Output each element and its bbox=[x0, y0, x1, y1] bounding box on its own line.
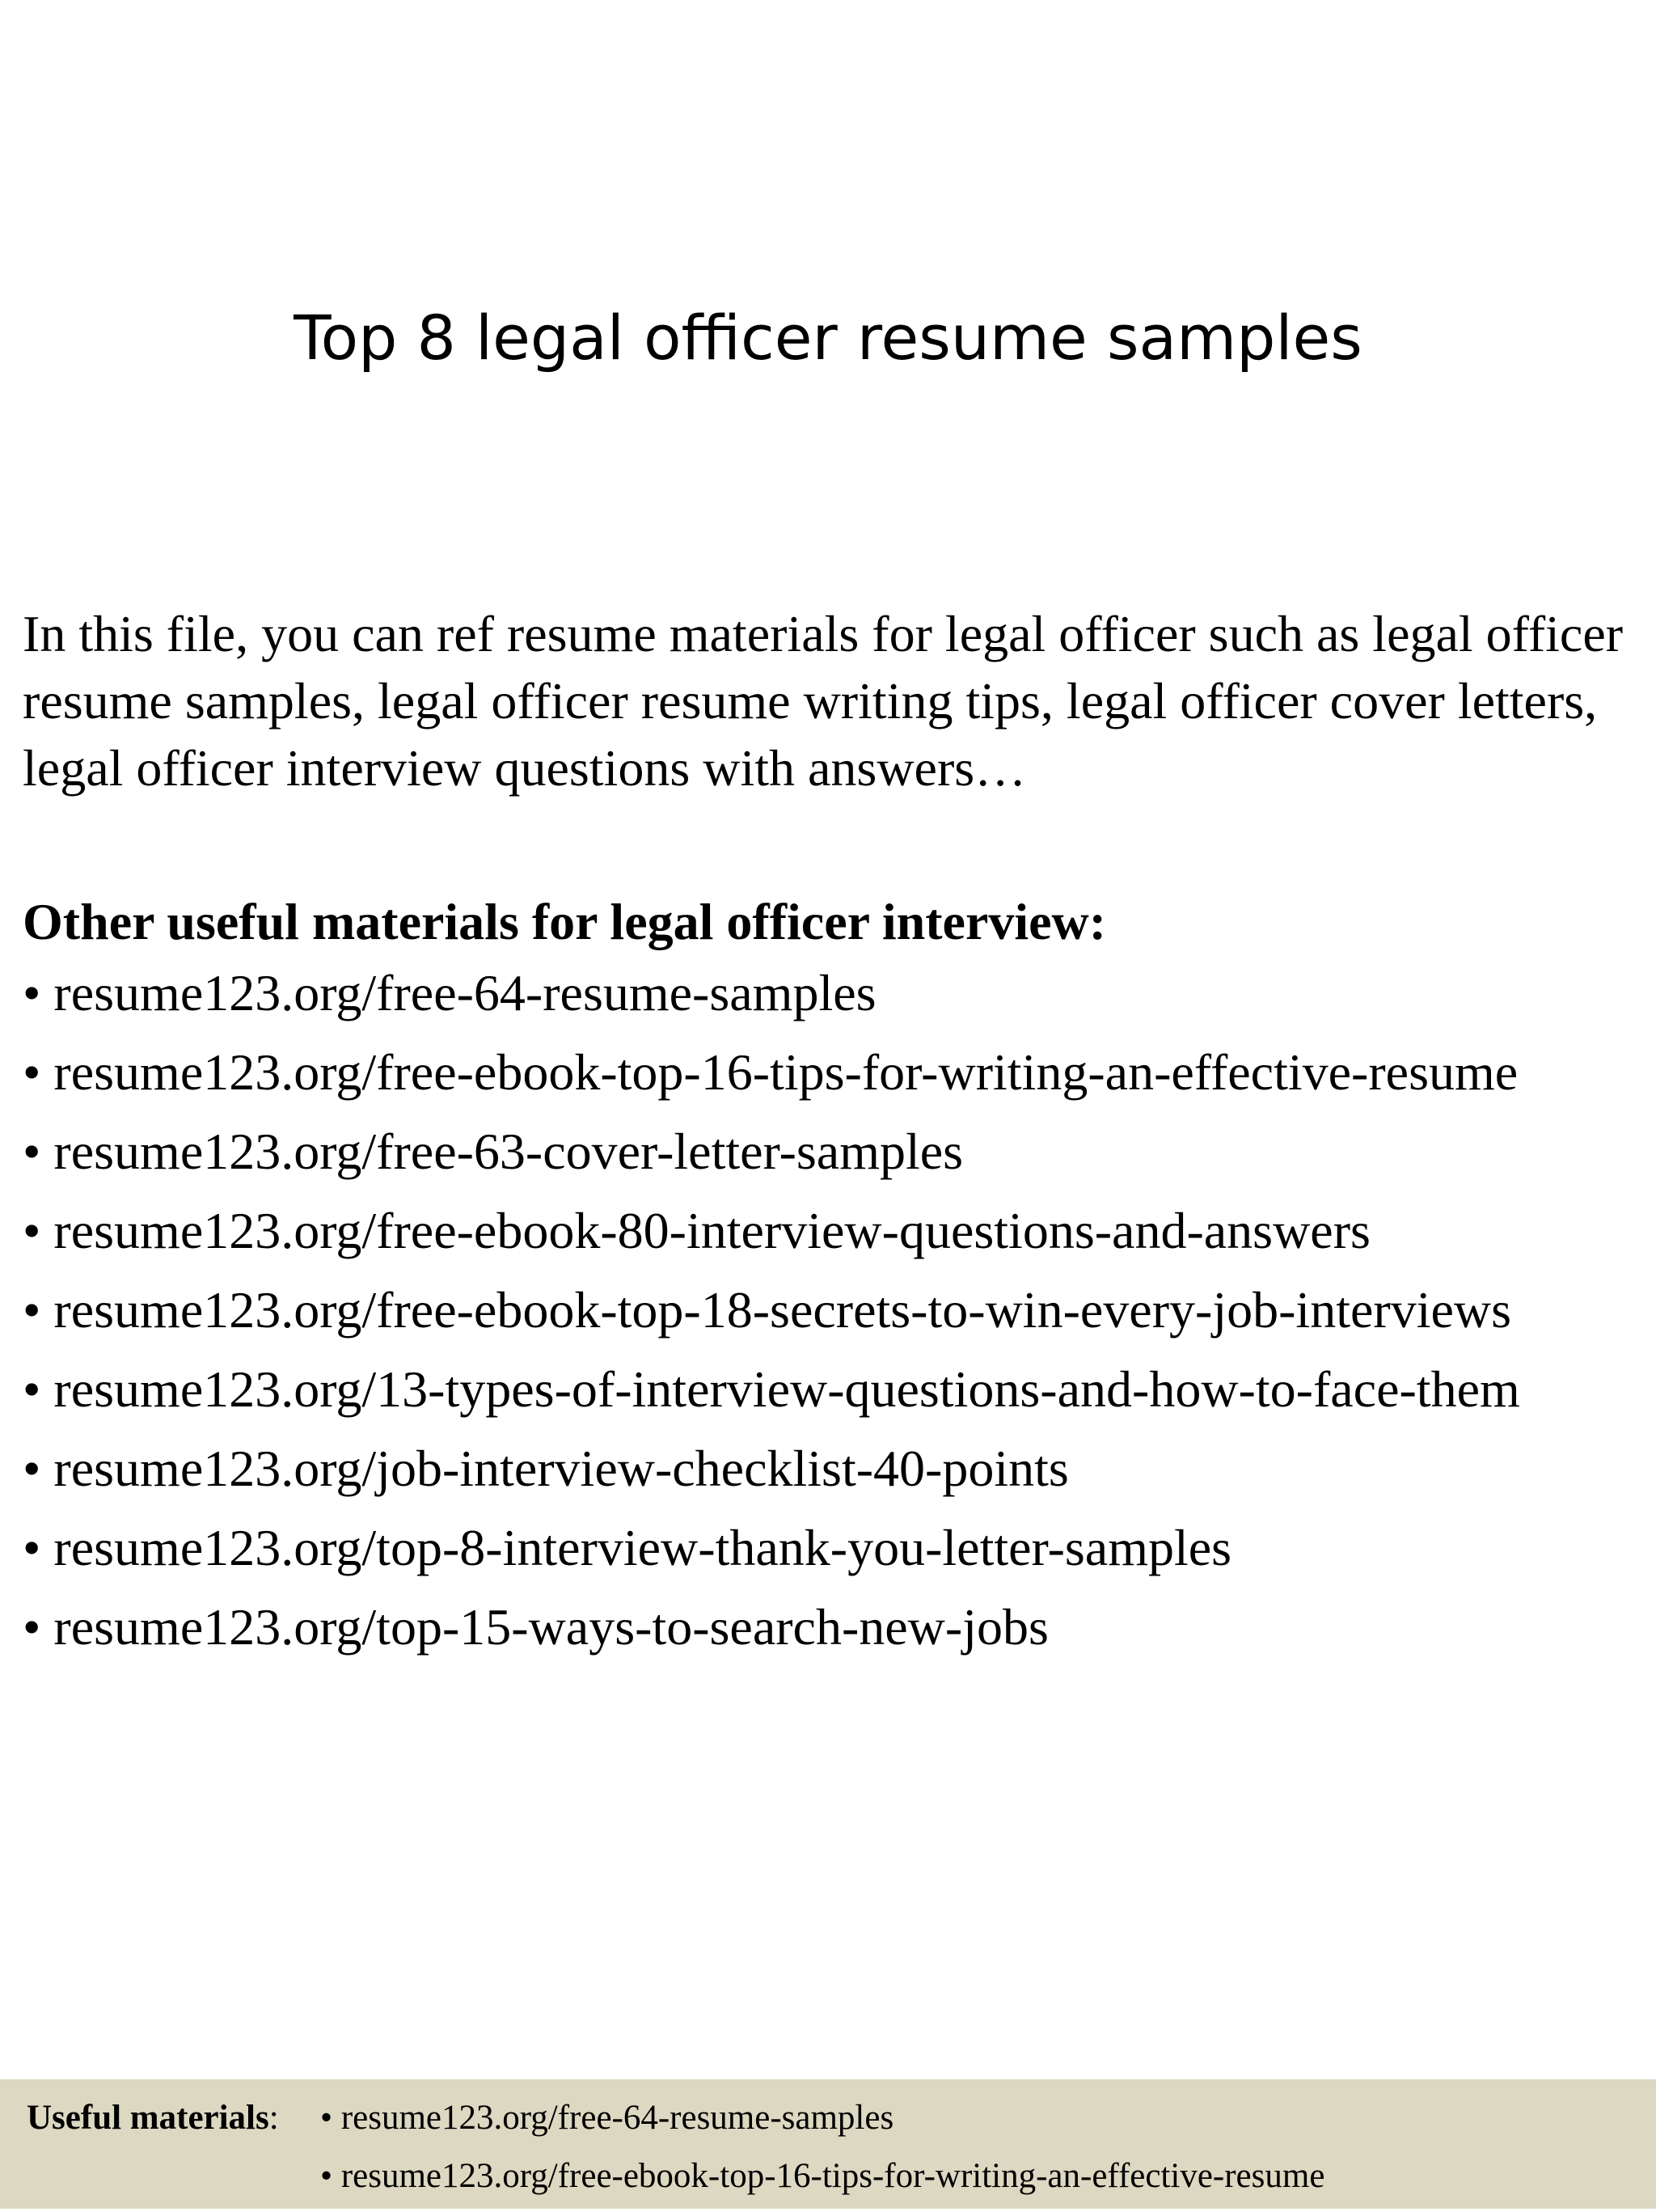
bullet-icon: • bbox=[23, 1598, 54, 1656]
material-item[interactable] bbox=[23, 1437, 1520, 1516]
materials-list bbox=[23, 962, 1520, 1675]
materials-heading: Other useful materials for legal officer interview: bbox=[23, 893, 1107, 950]
material-item[interactable] bbox=[23, 1041, 1520, 1120]
bullet-icon: • bbox=[23, 1360, 54, 1418]
material-item[interactable] bbox=[23, 1516, 1520, 1596]
bullet-icon: • bbox=[320, 2099, 341, 2137]
footer-link[interactable]: resume123.org/free-64-resume-samples bbox=[340, 2099, 894, 2137]
bullet-icon: • bbox=[23, 1202, 54, 1259]
material-item[interactable] bbox=[23, 1596, 1520, 1675]
material-link[interactable]: resume123.org/top-8-interview-thank-you-letter-samples bbox=[53, 1519, 1232, 1576]
bullet-icon: • bbox=[23, 1123, 54, 1180]
footer-link[interactable]: resume123.org/free-ebook-top-16-tips-for-writing-an-effective-resume bbox=[340, 2157, 1325, 2195]
bullet-icon: • bbox=[23, 1281, 54, 1339]
material-link[interactable]: resume123.org/free-ebook-top-16-tips-for-writing-an-effective-resume bbox=[53, 1043, 1519, 1101]
footer-label-text: Useful materials bbox=[27, 2099, 269, 2137]
footer-item[interactable] bbox=[320, 2096, 1324, 2154]
material-link[interactable]: resume123.org/top-15-ways-to-search-new-jobs bbox=[53, 1598, 1049, 1656]
material-item[interactable] bbox=[23, 1358, 1520, 1437]
material-item[interactable] bbox=[23, 1279, 1520, 1358]
page-title: Top 8 legal officer resume samples bbox=[294, 302, 1362, 374]
material-link[interactable]: resume123.org/free-ebook-top-18-secrets-to-win-every-job-interviews bbox=[53, 1281, 1511, 1339]
footer-label-separator: : bbox=[268, 2099, 279, 2137]
footer-list bbox=[320, 2096, 1324, 2212]
material-item[interactable] bbox=[23, 1120, 1520, 1199]
footer-item[interactable] bbox=[320, 2154, 1324, 2212]
material-link[interactable]: resume123.org/job-interview-checklist-40-points bbox=[53, 1440, 1069, 1497]
bullet-icon: • bbox=[320, 2157, 341, 2195]
intro-paragraph: In this file, you can ref resume materials for legal officer such as legal officer resume samples, legal officer resume writing tips, legal officer cover letters, legal officer interview questions with answers… bbox=[23, 605, 1624, 797]
bullet-icon: • bbox=[23, 964, 54, 1021]
material-link[interactable]: resume123.org/free-64-resume-samples bbox=[53, 964, 877, 1021]
material-link[interactable]: resume123.org/13-types-of-interview-questions-and-how-to-face-them bbox=[53, 1360, 1520, 1418]
material-link[interactable]: resume123.org/free-63-cover-letter-samples bbox=[53, 1123, 964, 1180]
footer-label bbox=[27, 2096, 279, 2141]
bullet-icon: • bbox=[23, 1440, 54, 1497]
material-item[interactable] bbox=[23, 1199, 1520, 1279]
bullet-icon: • bbox=[23, 1519, 54, 1576]
material-link[interactable]: resume123.org/free-ebook-80-interview-questions-and-answers bbox=[53, 1202, 1371, 1259]
bullet-icon: • bbox=[23, 1043, 54, 1101]
material-item[interactable] bbox=[23, 962, 1520, 1041]
